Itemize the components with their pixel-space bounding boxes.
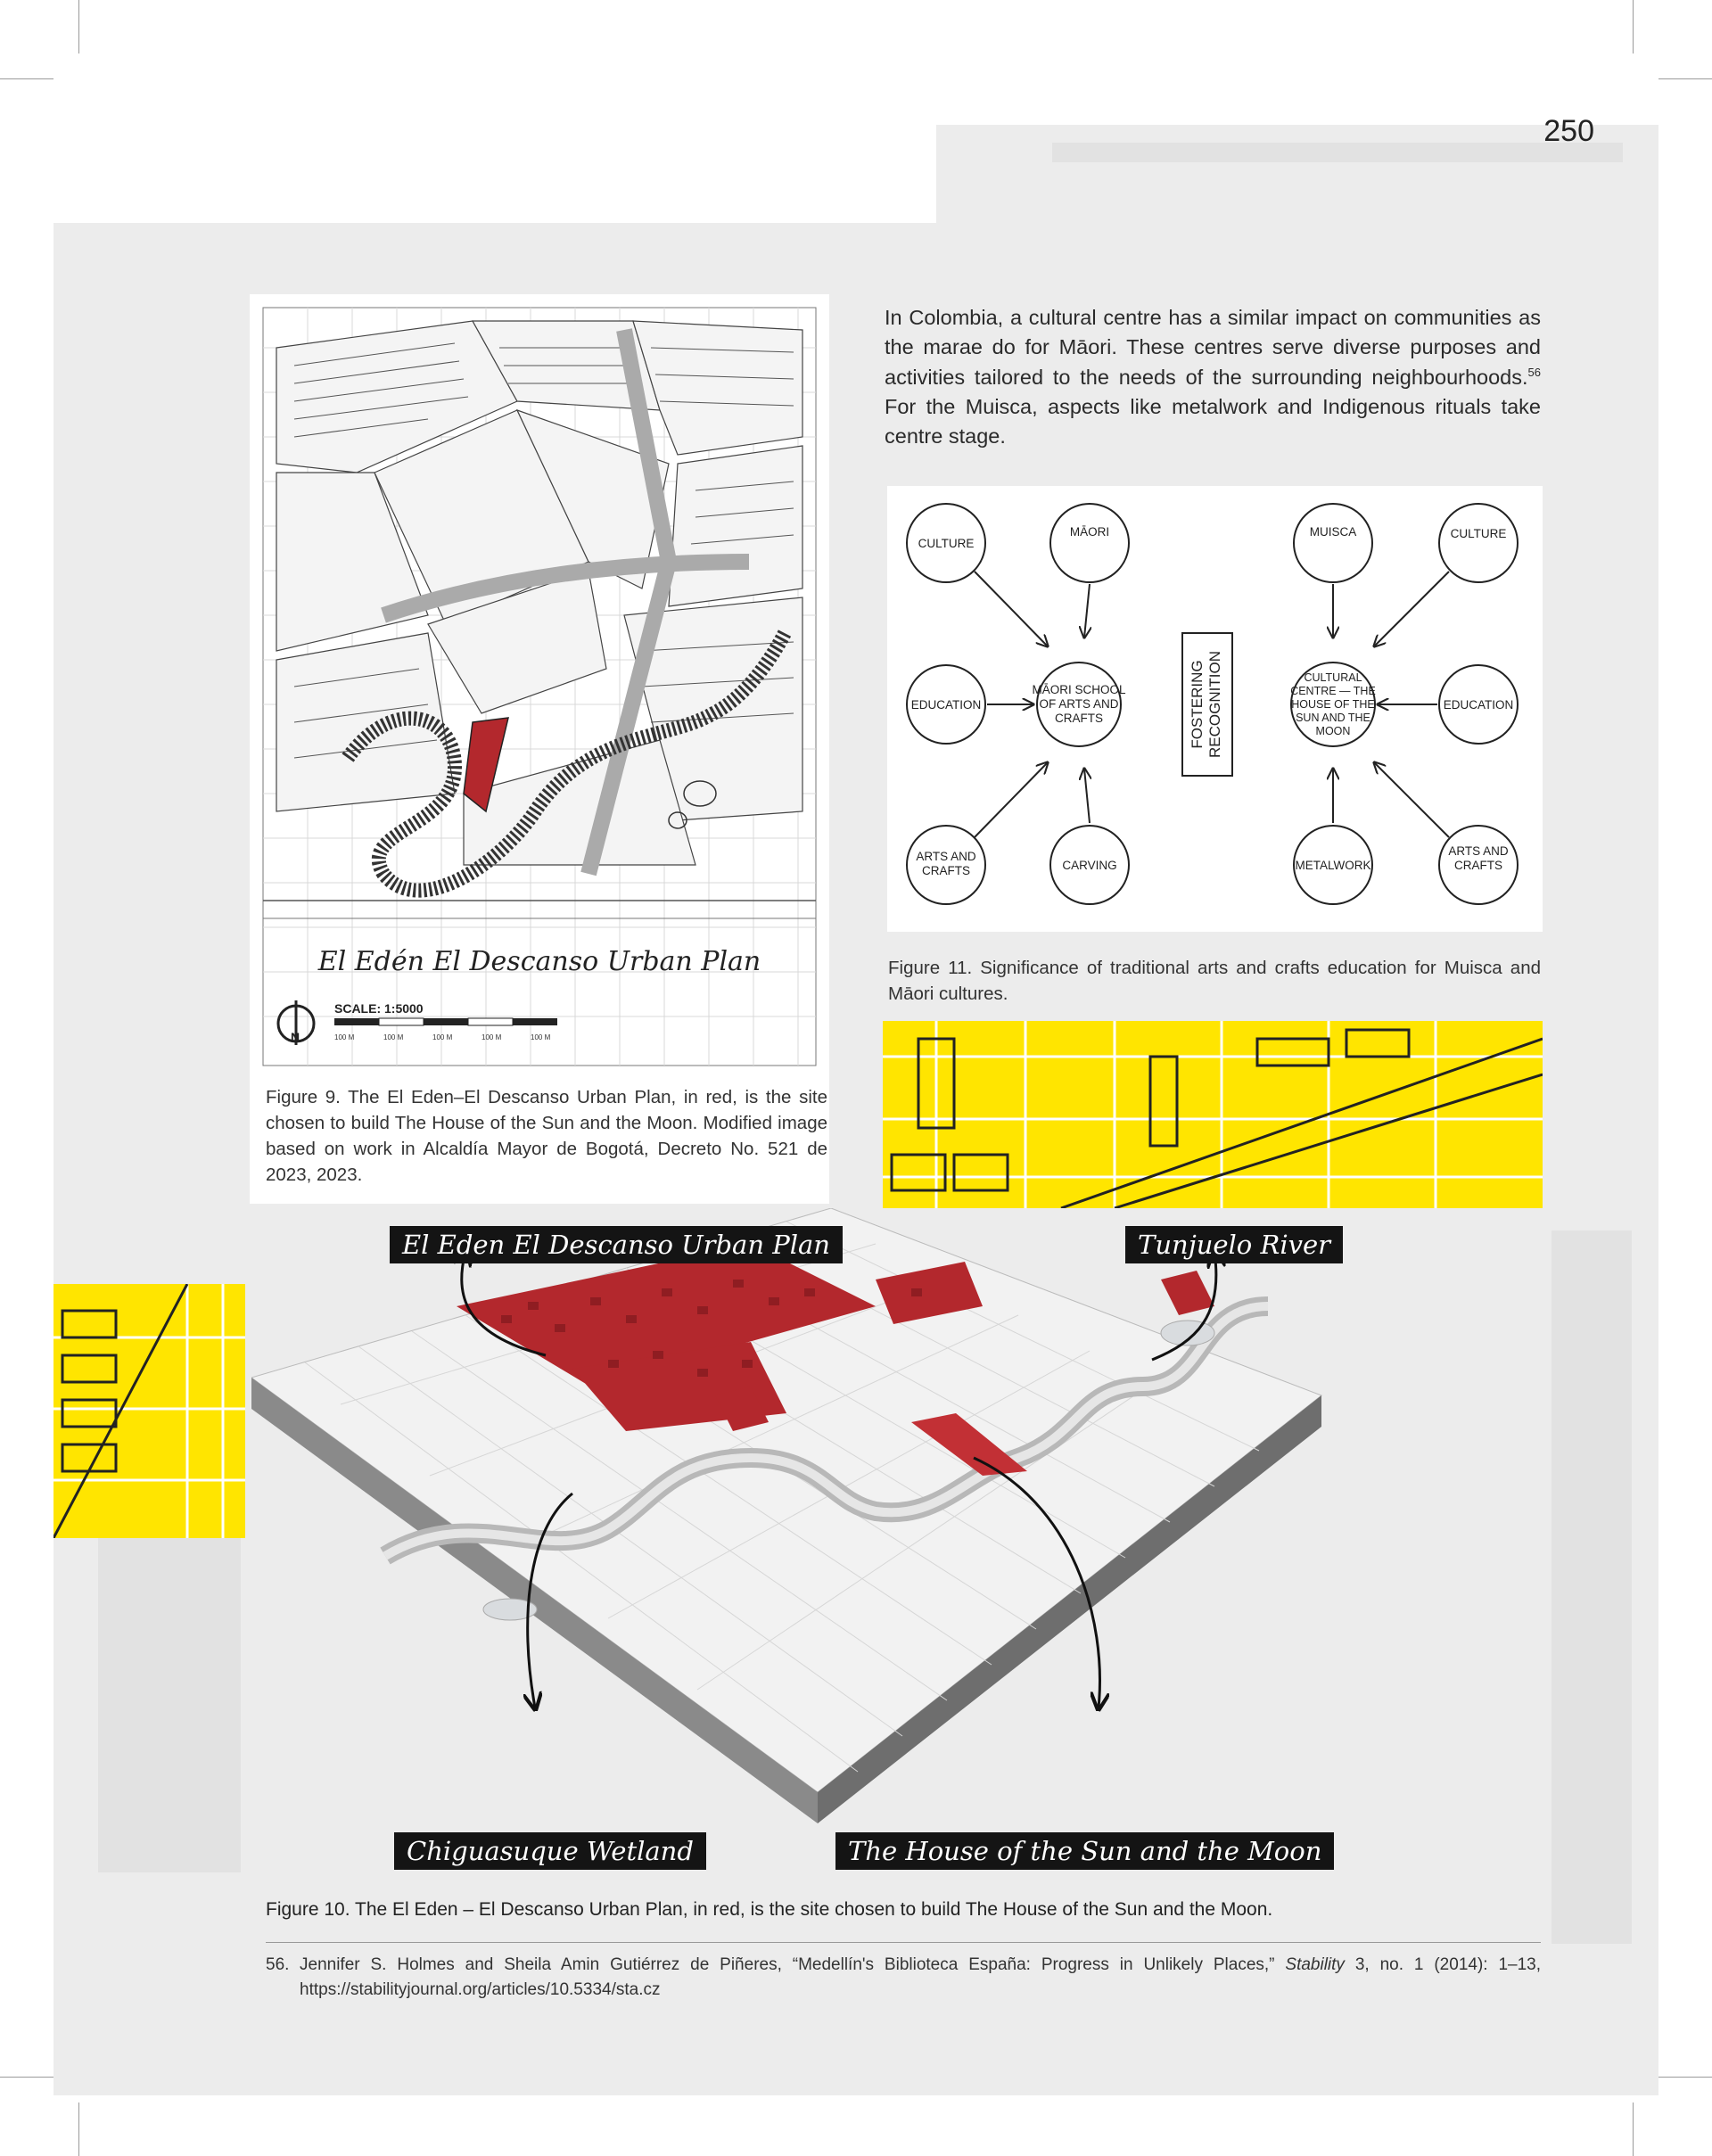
label-house-sun-moon: The House of the Sun and the Moon	[835, 1832, 1334, 1870]
footnote-journal: Stability	[1285, 1955, 1345, 1974]
node-arts-crafts-left: CRAFTS	[922, 864, 970, 877]
figure-9-urban-plan-map	[250, 294, 829, 1204]
node-arts-crafts-right: ARTS AND	[1448, 844, 1509, 858]
crop-mark	[0, 78, 54, 79]
figure-11-diagram	[887, 486, 1543, 932]
label-chiguasuque-wetland: Chiguasuque Wetland	[394, 1832, 706, 1870]
background-texture-strip	[1552, 1230, 1632, 1944]
crop-mark	[1658, 2077, 1712, 2078]
crop-mark	[0, 2077, 54, 2078]
node-maori-school: CRAFTS	[1055, 712, 1103, 725]
intro-paragraph	[885, 303, 1541, 452]
footnote-56	[266, 1953, 1541, 2002]
node-maori: MĀORI	[1069, 525, 1110, 539]
label-tunjuelo-river: Tunjuelo River	[1125, 1226, 1343, 1263]
yellow-map-decoration	[54, 1284, 245, 1538]
node-cultural-centre: CENTRE — THE	[1290, 685, 1376, 697]
figure-9-caption: Figure 9. The El Eden–El Descanso Urban Plan, in red, is the site chosen to build The House of the Sun and the Moon. Modified image based on work in Alcaldía Mayor de Bogotá, Decreto No. 521 de 2023, 2023.	[266, 1087, 827, 1186]
node-cultural-centre: SUN AND THE	[1296, 712, 1370, 724]
node-culture-left: CULTURE	[918, 537, 975, 550]
node-cultural-centre: HOUSE OF THE	[1291, 698, 1375, 711]
yellow-map-decoration	[883, 1021, 1543, 1208]
node-muisca: MUISCA	[1309, 525, 1357, 539]
scale-tick: 100 M	[334, 1033, 355, 1041]
footnote-text	[300, 1953, 1541, 2002]
crop-mark	[1658, 78, 1712, 79]
label-urban-plan: El Eden El Descanso Urban Plan	[390, 1226, 843, 1263]
footnote-link[interactable]: 3, no. 1 (2014): 1–13, https://stabilityjournal.org/articles/10.5334/sta.cz	[300, 1955, 1542, 1999]
figure-10-3d-model	[251, 1208, 1541, 1886]
fostering-recognition-label: FOSTERING	[1189, 660, 1206, 749]
north-label: N	[291, 1030, 300, 1044]
figure-11-caption: Figure 11. Significance of traditional arts and crafts education for Muisca and Māori cultures.	[888, 958, 1541, 1005]
node-cultural-centre: CULTURAL	[1304, 671, 1362, 684]
scale-tick: 100 M	[432, 1033, 453, 1041]
footnote-number: 56.	[266, 1955, 290, 1974]
node-education-right: EDUCATION	[1443, 698, 1514, 712]
crop-mark	[78, 2103, 79, 2156]
node-arts-crafts-left: ARTS AND	[916, 850, 976, 863]
map-title: El Edén El Descanso Urban Plan	[317, 946, 761, 977]
crop-mark	[78, 0, 79, 53]
intro-text: In Colombia, a cultural centre has a similar impact on communities as the marae do for Māori. These centres serve diverse purposes and activities tailored to the needs of the surrounding neighbourhoods.	[885, 306, 1541, 389]
background-texture-strip	[1052, 143, 1623, 162]
figure-10-caption: Figure 10. The El Eden – El Descanso Urban Plan, in red, is the site chosen to build The House of the Sun and the Moon.	[266, 1899, 1273, 1920]
fostering-recognition-label: RECOGNITION	[1206, 651, 1223, 758]
scale-label: SCALE: 1:5000	[334, 1001, 424, 1016]
node-maori-school: MĀORI SCHOOL	[1032, 683, 1126, 696]
node-arts-crafts-right: CRAFTS	[1454, 859, 1502, 872]
crop-mark	[1633, 2103, 1634, 2156]
page-number: 250	[1543, 114, 1594, 148]
scale-tick: 100 M	[531, 1033, 551, 1041]
node-cultural-centre: MOON	[1315, 725, 1351, 737]
node-education-left: EDUCATION	[910, 698, 982, 712]
node-carving: CARVING	[1062, 859, 1117, 872]
node-culture-right: CULTURE	[1450, 527, 1507, 540]
footnote-citation: Jennifer S. Holmes and Sheila Amin Gutiérrez de Piñeres, “Medellín's Biblioteca España: Progress in Unlikely Places,”	[300, 1955, 1286, 1974]
footnote-ref-56[interactable]: 56	[1527, 365, 1541, 379]
node-metalwork: METALWORK	[1295, 859, 1371, 872]
footnote-divider	[266, 1942, 1541, 1943]
scale-tick: 100 M	[383, 1033, 404, 1041]
crop-mark	[1633, 0, 1634, 53]
scale-tick: 100 M	[482, 1033, 502, 1041]
node-maori-school: OF ARTS AND	[1039, 697, 1119, 711]
intro-text-cont: For the Muisca, aspects like metalwork and Indigenous rituals take centre stage.	[885, 395, 1541, 448]
